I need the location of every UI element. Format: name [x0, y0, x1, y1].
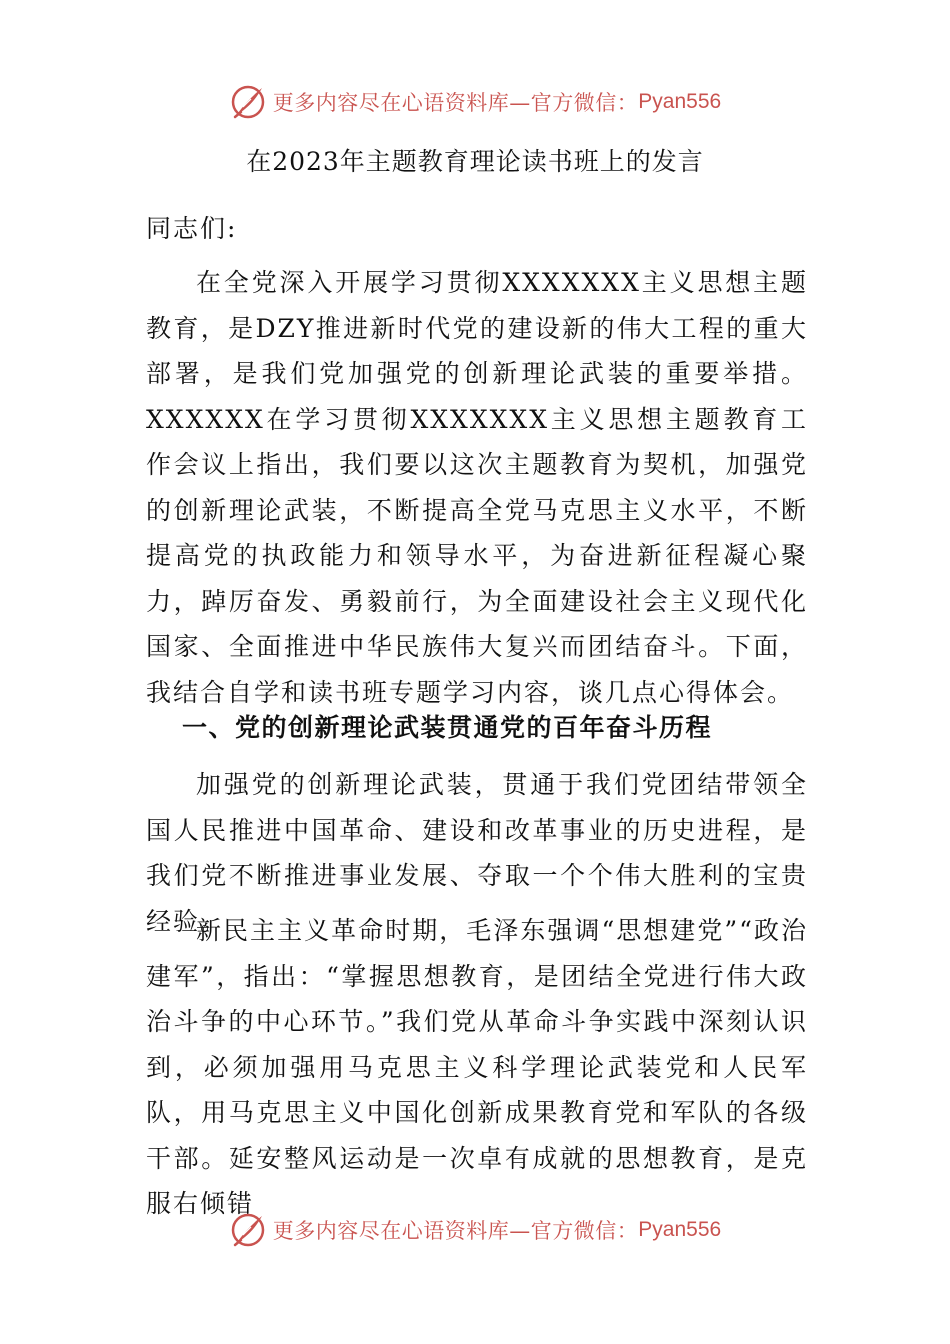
quill-circle-logo-icon: [229, 1211, 267, 1249]
salutation: 同志们:: [146, 214, 238, 243]
footer-watermark: [0, 1208, 950, 1252]
header-watermark: [0, 80, 950, 124]
quill-circle-logo-icon: [229, 83, 267, 121]
watermark-text: 更多内容尽在心语资料库—官方微信：: [272, 91, 639, 115]
document-title: 在2023年主题教育理论读书班上的发言: [246, 147, 704, 176]
watermark-wechat-id: Pyan556: [638, 1218, 722, 1241]
paragraph-intro: 在全党深入开展学习贯彻XXXXXXX主义思想主题教育，是DZY推进新时代党的建设新的伟大工程的重大部署，是我们党加强党的创新理论武装的重要举措。XXXXXX在学习贯彻XXXXXXX主义思想主题教育工作会议上指出，我们要以这次主题教育为契机，加强党的创新理论武装，不断提高全党马克思主义水平，不断提高党的执政能力和领导水平，为奋进新征程凝心聚力，踔厉奋发、勇毅前行，为全面建设社会主义现代化国家、全面推进中华民族伟大复兴而团结奋斗。下面，我结合自学和读书班专题学习内容，谈几点心得体会。: [146, 268, 808, 707]
section-heading: 一、党的创新理论武装贯通党的百年奋斗历程: [182, 713, 713, 742]
paragraph-section-2: 新民主主义革命时期，毛泽东强调“思想建党”“政治建军”，指出：“掌握思想教育，是团结全党进行伟大政治斗争的中心环节。”我们党从革命斗争实践中深刻认识到，必须加强用马克思主义科学理论武装党和人民军队，用马克思主义中国化创新成果教育党和军队的各级干部。延安整风运动是一次卓有成就的思想教育，是克服右倾错: [146, 916, 808, 1218]
watermark-text: 更多内容尽在心语资料库—官方微信：: [272, 1219, 639, 1243]
watermark-wechat-id: Pyan556: [638, 90, 722, 113]
paragraph-section-1: 加强党的创新理论武装，贯通于我们党团结带领全国人民推进中国革命、建设和改革事业的历史进程，是我们党不断推进事业发展、夺取一个个伟大胜利的宝贵经验。: [146, 770, 808, 936]
